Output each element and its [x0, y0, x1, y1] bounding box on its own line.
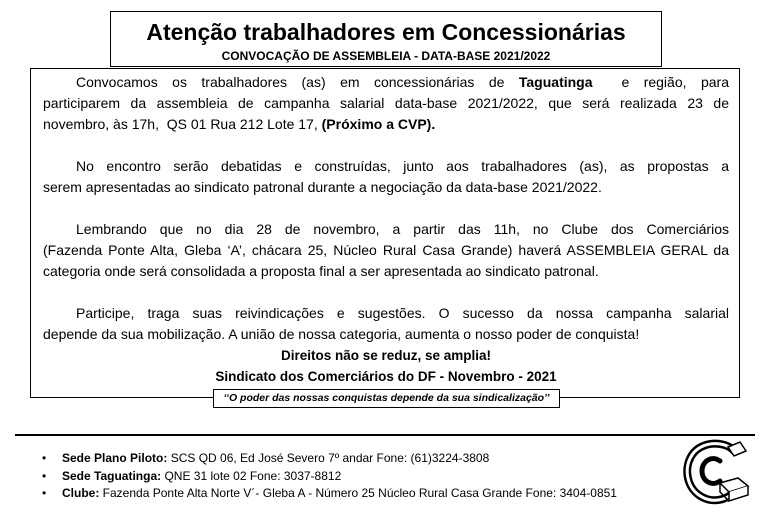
- page-subtitle: CONVOCAÇÃO DE ASSEMBLEIA - DATA-BASE 2021/2022: [221, 49, 551, 63]
- paragraph-line: [43, 261, 729, 282]
- motto-text: ‘‘O poder das nossas conquistas depende da sua sindicalização’’: [223, 392, 550, 404]
- address-text: SCS QD 06, Ed José Severo 7º andar Fone: (61)3224-3808: [167, 451, 490, 465]
- text-segment: Lembrando que no dia 28 de novembro, a partir das 11h, no Clube dos Comerciários: [76, 221, 729, 237]
- bullet-icon: •: [42, 451, 47, 465]
- signature: Sindicato dos Comerciários do DF - Novembro - 2021: [215, 369, 557, 384]
- paragraph: [43, 72, 729, 135]
- text-segment: participarem da assembleia de campanha salarial data-base 2021/2022, que será realizada 23 de: [43, 95, 729, 111]
- address-label: Sede Taguatinga:: [62, 468, 162, 483]
- paragraph-line: [43, 72, 729, 93]
- paragraph-line: [43, 177, 729, 198]
- text-segment: Convocamos os trabalhadores (as) em concessionárias de: [76, 74, 519, 90]
- paragraph-line: [43, 114, 729, 135]
- slogan: Direitos não se reduz, se amplia!: [280, 348, 492, 363]
- address-item-clube: [40, 485, 617, 503]
- notice-body-text: [43, 72, 729, 345]
- footer-divider: [15, 434, 755, 436]
- address-text: Fazenda Ponte Alta Norte V´- Gleba A - Número 25 Núcleo Rural Casa Grande Fone: 3404-0851: [99, 486, 617, 500]
- text-segment: (Fazenda Ponte Alta, Gleba ‘A’, chácara 25, Núcleo Rural Casa Grande) haverá ASSEMBLEIA GERAL da: [43, 242, 729, 258]
- paragraph-line: [43, 156, 729, 177]
- motto-box: [213, 389, 560, 408]
- address-item-plano-piloto: [40, 450, 617, 468]
- page-title: Atenção trabalhadores em Concessionárias: [146, 19, 626, 45]
- address-list: [40, 450, 617, 503]
- text-segment: No encontro serão debatidas e construídas, junto aos trabalhadores (as), as propostas a: [76, 158, 729, 174]
- text-segment: e região, para: [592, 74, 729, 90]
- text-segment: Participe, traga suas reivindicações e sugestões. O sucesso da nossa campanha salarial: [76, 305, 729, 321]
- paragraph: [43, 219, 729, 282]
- paragraph: [43, 156, 729, 198]
- bullet-icon: •: [42, 468, 47, 483]
- text-segment: depende da sua mobilização. A união de nossa categoria, aumenta o nosso poder de conquista!: [43, 326, 640, 342]
- paragraph-line: [43, 219, 729, 240]
- emphasis-text: Taguatinga: [518, 74, 593, 90]
- paragraph-line: [43, 240, 729, 261]
- address-label: Sede Plano Piloto:: [62, 451, 168, 465]
- notice-body-box: [30, 68, 740, 398]
- paragraph: [43, 303, 729, 345]
- paragraph-line: [43, 93, 729, 114]
- emphasis-text: (Próximo a CVP).: [321, 116, 436, 132]
- paragraph-line: [43, 303, 729, 324]
- address-item-taguatinga: [40, 468, 617, 486]
- text-segment: categoria onde será consolidada a proposta final a ser apresentada ao sindicato patronal.: [43, 263, 599, 279]
- address-text: QNE 31 lote 02 Fone: 3037-8812: [161, 468, 342, 483]
- text-segment: serem apresentadas ao sindicato patronal durante a negociação da data-base 2021/2022.: [43, 179, 602, 195]
- bullet-icon: •: [42, 486, 47, 500]
- sindicato-logo: [680, 437, 750, 507]
- title-box: [110, 11, 662, 67]
- text-segment: novembro, às 17h, QS 01 Rua 212 Lote 17,: [43, 116, 322, 132]
- address-label: Clube:: [62, 486, 100, 500]
- paragraph-line: [43, 324, 729, 345]
